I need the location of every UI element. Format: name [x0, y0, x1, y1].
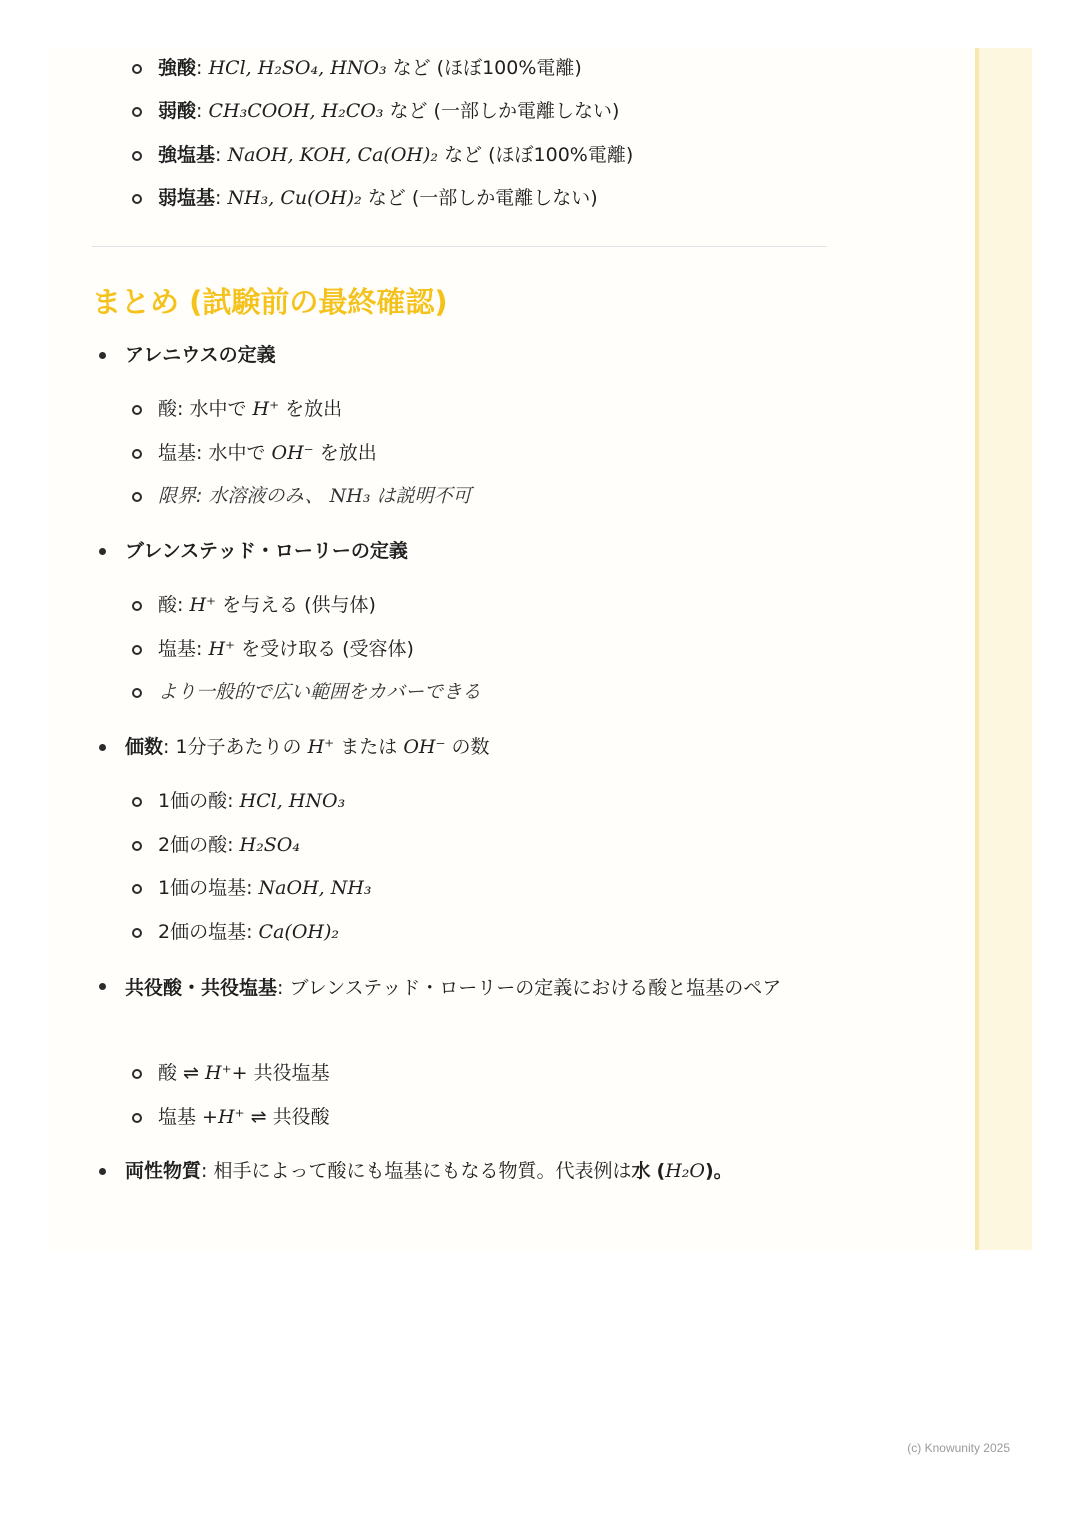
list-bullet — [132, 928, 142, 938]
item-text: 塩基: 水中で — [158, 442, 266, 464]
item-text: を放出 — [319, 442, 377, 464]
list-item-strong-acid: 強酸: HCl, H₂SO₄, HNO₃ など (ほぼ100%電離) — [158, 57, 582, 79]
item-formula: H₂O — [665, 1160, 705, 1182]
copyright-footer: (c) Knowunity 2025 — [907, 1441, 1010, 1455]
valence-definition — [125, 733, 490, 761]
item-formula: H⁺ — [205, 1062, 232, 1084]
list-bullet — [132, 405, 142, 415]
list-bullet — [132, 645, 142, 655]
item-text: 酸: 水中で — [158, 398, 247, 420]
item-text: または — [340, 736, 398, 758]
bronsted-title: ブレンステッド・ローリーの定義 — [125, 540, 408, 562]
list-bullet — [132, 688, 142, 698]
item-text: の数 — [451, 736, 490, 758]
conjugate-definition — [125, 972, 830, 1004]
item-formula: HCl, H₂SO₄, HNO₃ — [208, 57, 387, 79]
valence-item — [158, 787, 345, 815]
item-text: 塩基 + — [158, 1106, 218, 1128]
list-bullet — [132, 151, 142, 161]
list-bullet — [99, 352, 106, 359]
item-formula: CH₃COOH, H₂CO₃ — [208, 100, 384, 122]
bronsted-base — [158, 635, 414, 663]
list-item-strong-base: 強塩基: NaOH, KOH, Ca(OH)₂ など (ほぼ100%電離) — [158, 144, 634, 166]
valence-item — [158, 874, 372, 902]
item-text: を受け取る (受容体) — [241, 638, 414, 660]
item-text: 塩基: — [158, 638, 203, 660]
item-text: ⇌ 共役酸 — [250, 1106, 330, 1128]
arrhenius-limit — [158, 482, 472, 510]
list-bullet — [132, 492, 142, 502]
list-bullet — [132, 194, 142, 204]
item-formula: NaOH, KOH, Ca(OH)₂ — [227, 144, 439, 166]
item-text: 2価の塩基: — [158, 921, 253, 943]
arrhenius-base — [158, 439, 377, 467]
item-formula: H⁺ — [208, 638, 236, 660]
bronsted-general: より一般的で広い範囲をカバーできる — [158, 681, 482, 703]
conjugate-base-eq — [158, 1103, 330, 1131]
list-bullet — [99, 744, 106, 751]
list-bullet — [132, 449, 142, 459]
item-text: : ブレンステッド・ローリーの定義における酸と塩基のペア — [277, 977, 782, 999]
arrhenius-acid — [158, 395, 342, 423]
item-label: 価数 — [125, 736, 164, 758]
list-bullet — [132, 1113, 142, 1123]
item-formula: OH⁻ — [271, 442, 314, 464]
item-text: 酸: — [158, 594, 184, 616]
item-formula: H⁺ — [217, 1106, 245, 1128]
item-formula: OH⁻ — [403, 736, 446, 758]
item-text: は説明不可 — [376, 485, 472, 507]
item-label: 共役酸・共役塩基 — [125, 977, 278, 999]
item-note: など (ほぼ100%電離) — [444, 144, 634, 166]
list-item-weak-base: 弱塩基: NH₃, Cu(OH)₂ など (一部しか電離しない) — [158, 187, 598, 209]
list-bullet — [132, 841, 142, 851]
item-formula: Ca(OH)₂ — [258, 921, 339, 943]
item-text: を放出 — [285, 398, 343, 420]
item-label: 強塩基 — [158, 144, 216, 166]
arrhenius-title: アレニウスの定義 — [125, 344, 276, 366]
item-label: 弱塩基 — [158, 187, 216, 209]
list-bullet — [99, 983, 106, 990]
item-formula: H⁺ — [252, 398, 280, 420]
list-bullet — [132, 64, 142, 74]
valence-item — [158, 918, 339, 946]
item-note: など (ほぼ100%電離) — [392, 57, 582, 79]
section-heading: まとめ (試験前の最終確認) — [92, 285, 448, 319]
item-formula: H⁺ — [189, 594, 217, 616]
item-text: : 相手によって酸にも塩基にもなる物質。代表例は — [201, 1160, 632, 1182]
list-bullet — [132, 1069, 142, 1079]
list-bullet — [99, 1168, 106, 1175]
item-text: : 1分子あたりの — [163, 736, 302, 758]
list-item-weak-acid: 弱酸: CH₃COOH, H₂CO₃ など (一部しか電離しない) — [158, 100, 620, 122]
item-formula: NH₃, Cu(OH)₂ — [227, 187, 362, 209]
item-text: 1価の塩基: — [158, 877, 253, 899]
list-bullet — [132, 107, 142, 117]
item-text: 限界: 水溶液のみ、 — [158, 485, 324, 507]
item-label: 両性物質 — [125, 1160, 202, 1182]
item-emphasis: 水 — [631, 1160, 651, 1182]
item-note: など (一部しか電離しない) — [367, 187, 598, 209]
item-formula: NH₃ — [329, 485, 371, 507]
bronsted-acid — [158, 591, 376, 619]
section-divider — [92, 246, 827, 247]
conjugate-acid-eq — [158, 1059, 330, 1087]
item-formula: NaOH, NH₃ — [258, 877, 372, 899]
item-text: を与える (供与体) — [222, 594, 376, 616]
item-formula: H⁺ — [307, 736, 335, 758]
list-bullet — [132, 884, 142, 894]
side-decoration-strip — [975, 48, 1032, 1250]
item-text: 。 — [713, 1160, 733, 1182]
list-bullet — [99, 548, 106, 555]
item-text: 1価の酸: — [158, 790, 234, 812]
item-note: など (一部しか電離しない) — [389, 100, 620, 122]
item-text: 2価の酸: — [158, 834, 234, 856]
item-label: 弱酸 — [158, 100, 197, 122]
list-bullet — [132, 601, 142, 611]
item-text: + 共役塩基 — [231, 1062, 330, 1084]
list-bullet — [132, 797, 142, 807]
item-label: 強酸 — [158, 57, 197, 79]
item-text: 酸 ⇌ — [158, 1062, 199, 1084]
valence-item — [158, 831, 300, 859]
item-formula: H₂SO₄ — [239, 834, 300, 856]
item-formula: HCl, HNO₃ — [239, 790, 346, 812]
amphoteric-definition: 両性物質: 相手によって酸にも塩基にもなる物質。代表例は水 (H₂O)。 — [125, 1160, 733, 1182]
